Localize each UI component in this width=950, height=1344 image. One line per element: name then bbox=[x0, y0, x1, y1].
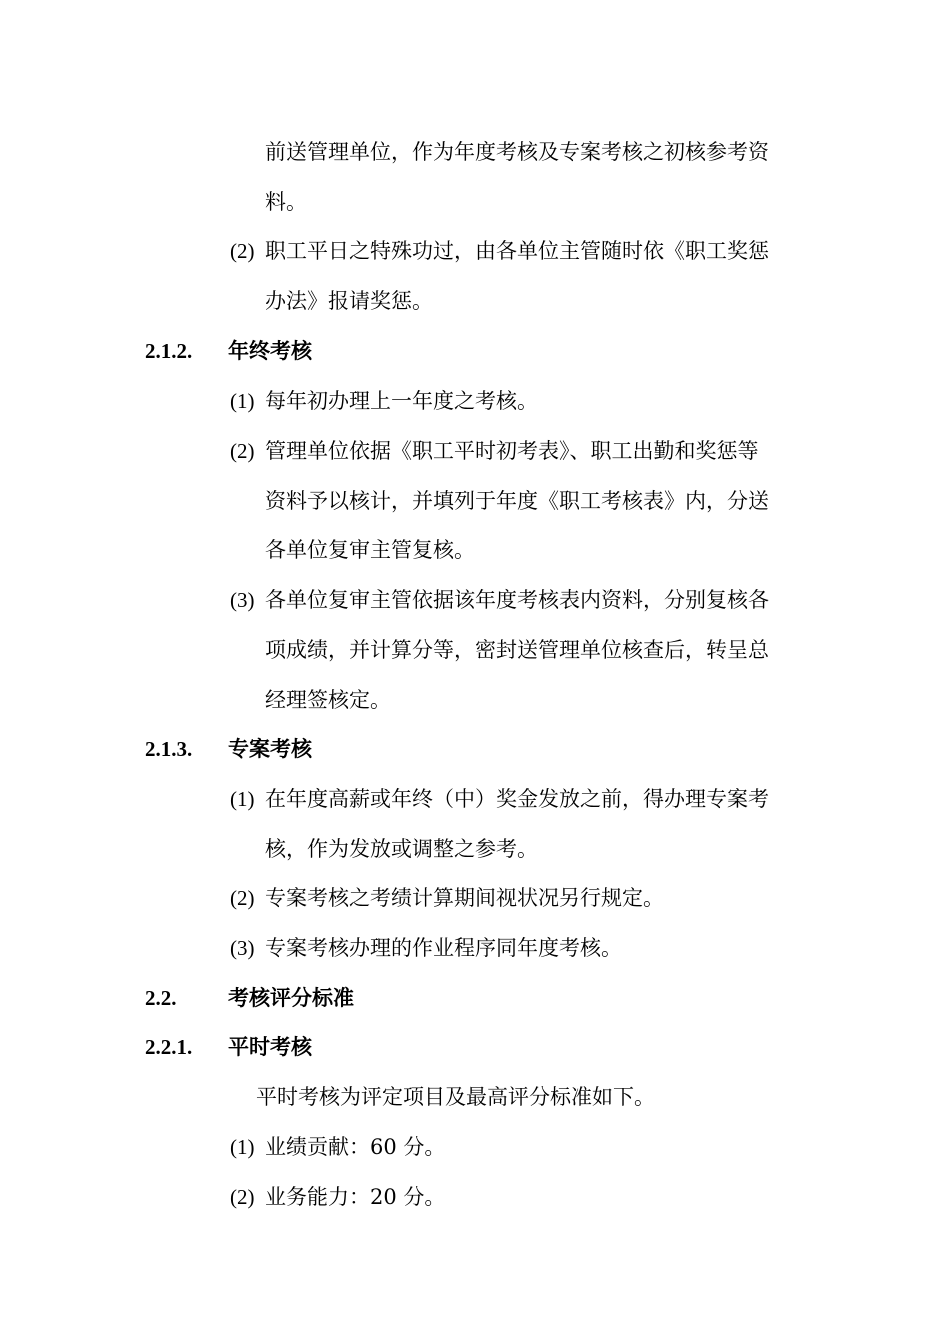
list-item-text: 核，作为发放或调整之参考。 bbox=[265, 837, 538, 861]
list-item-text: 每年初办理上一年度之考核。 bbox=[265, 389, 538, 413]
list-item-number: (3) bbox=[230, 588, 255, 612]
list-item-number: (1) bbox=[230, 1135, 255, 1159]
section-heading: 专案考核 bbox=[228, 736, 312, 761]
list-item-number: (2) bbox=[230, 439, 255, 463]
list-item-number: (3) bbox=[230, 936, 255, 960]
paragraph-line: 料。 bbox=[265, 190, 307, 214]
list-item-text: 业绩贡献：60 分。 bbox=[265, 1135, 446, 1159]
section-number: 2.1.2. bbox=[145, 339, 193, 363]
list-item-number: (2) bbox=[230, 239, 255, 263]
section-number: 2.2. bbox=[145, 986, 177, 1010]
section-heading: 考核评分标准 bbox=[228, 985, 354, 1010]
list-item-text: 职工平日之特殊功过，由各单位主管随时依《职工奖惩 bbox=[265, 239, 769, 263]
list-item-number: (1) bbox=[230, 787, 255, 811]
list-item-text: 各单位复审主管依据该年度考核表内资料，分别复核各 bbox=[265, 588, 769, 612]
section-heading: 年终考核 bbox=[228, 338, 312, 363]
list-item-text: 各单位复审主管复核。 bbox=[265, 538, 475, 562]
list-item-number: (1) bbox=[230, 389, 255, 413]
list-item-number: (2) bbox=[230, 1185, 255, 1209]
list-item-text: 项成绩，并计算分等，密封送管理单位核查后，转呈总 bbox=[265, 638, 769, 662]
list-item-number: (2) bbox=[230, 886, 255, 910]
section-number: 2.2.1. bbox=[145, 1035, 193, 1059]
list-item-text: 专案考核之考绩计算期间视状况另行规定。 bbox=[265, 886, 664, 910]
list-item-text: 办法》报请奖惩。 bbox=[265, 289, 433, 313]
paragraph-line: 平时考核为评定项目及最高评分标准如下。 bbox=[256, 1085, 655, 1109]
section-number: 2.1.3. bbox=[145, 737, 193, 761]
list-item-text: 资料予以核计，并填列于年度《职工考核表》内，分送 bbox=[265, 489, 769, 513]
list-item-text: 专案考核办理的作业程序同年度考核。 bbox=[265, 936, 622, 960]
paragraph-line: 前送管理单位，作为年度考核及专案考核之初核参考资 bbox=[265, 140, 769, 164]
section-heading: 平时考核 bbox=[228, 1034, 312, 1059]
list-item-text: 经理签核定。 bbox=[265, 688, 391, 712]
list-item-text: 业务能力：20 分。 bbox=[265, 1185, 446, 1209]
list-item-text: 在年度高薪或年终（中）奖金发放之前，得办理专案考 bbox=[265, 787, 769, 811]
list-item-text: 管理单位依据《职工平时初考表》、职工出勤和奖惩等 bbox=[265, 439, 759, 463]
